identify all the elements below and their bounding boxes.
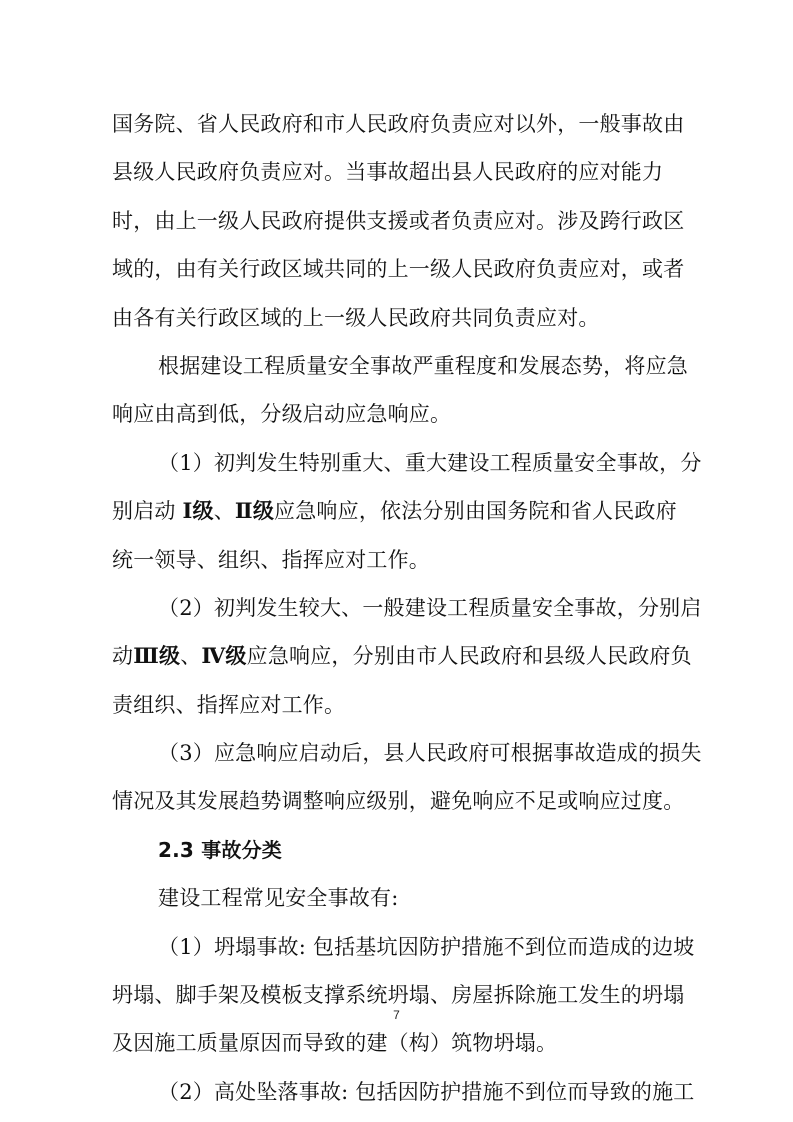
paragraph-line	[112, 390, 712, 438]
text-run: 及因施工质量原因而导致的建（构）筑物坍塌。	[112, 1031, 558, 1056]
response-level-3: Ⅲ级	[133, 643, 181, 669]
text-run: （1）初判发生特别重大、重大建设工程质量安全事故，分	[158, 450, 702, 475]
paragraph-line	[112, 536, 712, 584]
section-heading-text: 2.3 事故分类	[158, 837, 282, 862]
text-run: 情况及其发展趋势调整响应级别，避免响应不足或响应过度。	[112, 789, 685, 814]
paragraph-line	[112, 439, 712, 487]
paragraph-line	[112, 923, 712, 971]
paragraph-line	[112, 632, 712, 680]
paragraph-line	[112, 148, 712, 196]
paragraph-line	[112, 729, 712, 777]
paragraph-line	[112, 584, 712, 632]
text-run: 、	[213, 499, 235, 524]
text-run: 别启动	[112, 499, 183, 524]
text-run: 坍塌、脚手架及模板支撑系统坍塌、房屋拆除施工发生的坍塌	[112, 983, 685, 1008]
paragraph-line	[112, 342, 712, 390]
text-run: 县级人民政府负责应对。当事故超出县人民政府的应对能力	[112, 160, 664, 185]
paragraph-line	[112, 1019, 712, 1067]
section-heading	[112, 826, 712, 874]
page-number: 7	[393, 1008, 400, 1022]
paragraph-line	[112, 777, 712, 825]
text-run: （2）高处坠落事故: 包括因防护措施不到位而导致的施工	[158, 1079, 695, 1104]
response-level-1: Ⅰ级	[182, 498, 214, 524]
paragraph-line	[112, 245, 712, 293]
response-level-4: Ⅳ级	[201, 643, 247, 669]
paragraph-line	[112, 294, 712, 342]
text-run: 统一领导、组织、指挥应对工作。	[112, 547, 430, 572]
body-text	[112, 100, 712, 1116]
paragraph-line	[112, 197, 712, 245]
text-run: （3）应急响应启动后，县人民政府可根据事故造成的损失	[158, 741, 702, 766]
paragraph-line	[112, 874, 712, 922]
paragraph-line	[112, 100, 712, 148]
paragraph-line	[112, 487, 712, 535]
text-run: 时，由上一级人民政府提供支援或者负责应对。涉及跨行政区	[112, 208, 685, 233]
text-run: （2）初判发生较大、一般建设工程质量安全事故，分别启	[158, 595, 702, 620]
text-run: 动	[112, 644, 134, 669]
paragraph-line	[112, 1068, 712, 1116]
text-run: 根据建设工程质量安全事故严重程度和发展态势，将应急	[158, 353, 688, 378]
text-run: 域的，由有关行政区域共同的上一级人民政府负责应对，或者	[112, 257, 685, 282]
text-run: 应急响应，分别由市人民政府和县级人民政府负	[246, 644, 692, 669]
text-run: 响应由高到低，分级启动应急响应。	[112, 402, 452, 427]
text-run: （1）坍塌事故: 包括基坑因防护措施不到位而造成的边坡	[158, 934, 695, 959]
response-level-2: Ⅱ级	[234, 498, 275, 524]
text-run: 、	[180, 644, 202, 669]
text-run: 由各有关行政区域的上一级人民政府共同负责应对。	[112, 305, 600, 330]
text-run: 建设工程常见安全事故有:	[158, 886, 399, 911]
text-run: 应急响应，依法分别由国务院和省人民政府	[274, 499, 677, 524]
paragraph-line	[112, 681, 712, 729]
text-run: 责组织、指挥应对工作。	[112, 692, 346, 717]
text-run: 国务院、省人民政府和市人民政府负责应对以外，一般事故由	[112, 112, 685, 136]
